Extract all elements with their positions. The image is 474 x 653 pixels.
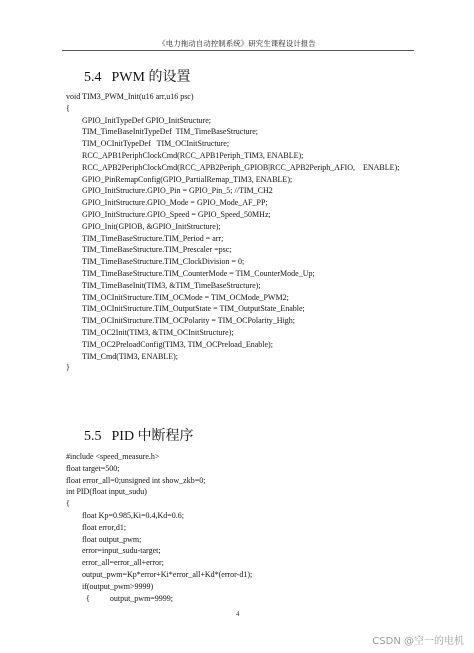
code-line: GPIO_Init(GPIOB, &GPIO_InitStructure); (82, 221, 221, 231)
section-number: 5.4 (84, 70, 102, 85)
page-header: 《电力拖动自动控制系统》研究生课程设计报告 (158, 39, 316, 48)
code-line: if(output_pwm>9999) (82, 581, 154, 591)
code-line: GPIO_InitTypeDef GPIO_InitStructure; (82, 115, 211, 125)
section-title: PID 中断程序 (111, 429, 194, 444)
code-line: output_pwm=Kp*error+Ki*error_all+Kd*(error-d1); (82, 569, 253, 579)
code-line: { (66, 499, 70, 509)
code-line: TIM_OCInitStructure.TIM_OCPolarity = TIM_OCPolarity_High; (82, 316, 296, 326)
csdn-watermark: CSDN @空一的电机 (372, 636, 464, 647)
code-line: GPIO_InitStructure.GPIO_Mode = GPIO_Mode_AF_PP; (82, 198, 268, 208)
code-line: TIM_Cmd(TIM3, ENABLE); (82, 351, 178, 361)
code-line: float error,d1; (82, 522, 127, 532)
code-line: TIM_TimeBaseStructure.TIM_ClockDivision = 0; (82, 257, 245, 267)
pid-code-block (66, 451, 252, 604)
code-line: float output_pwm; (82, 534, 142, 544)
section-number: 5.5 (84, 429, 102, 444)
code-line: TIM_OC2Init(TIM3, &TIM_OCInitStructure); (82, 327, 234, 337)
code-line: float target=500; (66, 463, 120, 473)
code-line: TIM_OCInitStructure.TIM_OutputState = TIM_OutputState_Enable; (82, 304, 305, 314)
code-line: TIM_TimeBaseStructure.TIM_Prescaler =psc; (82, 245, 232, 255)
code-line: } (66, 363, 70, 373)
code-line: #include <speed_measure.h> (66, 452, 160, 461)
code-line: TIM_TimeBaseInit(TIM3, &TIM_TimeBaseStructure); (82, 280, 261, 290)
code-line: TIM_OC2PreloadConfig(TIM3, TIM_OCPreload_Enable); (82, 339, 273, 349)
code-line: GPIO_InitStructure.GPIO_Speed = GPIO_Speed_50MHz; (82, 209, 271, 219)
code-line: RCC_APB2PeriphClockCmd(RCC_APB2Periph_GPIOB|RCC_APB2Periph_AFIO, ENABLE); (82, 162, 400, 172)
code-line: TIM_OCInitTypeDef TIM_OCInitStructure; (82, 139, 230, 149)
section-title: PWM 的设置 (111, 70, 191, 85)
code-line: { output_pwm=9999; (86, 593, 174, 603)
code-line: { (66, 103, 70, 113)
pwm-code-block (66, 91, 399, 374)
code-line: GPIO_InitStructure.GPIO_Pin = GPIO_Pin_5; //TIM_CH2 (82, 186, 273, 196)
code-line: TIM_TimeBaseInitTypeDef TIM_TimeBaseStructure; (82, 127, 259, 137)
header-rule (62, 50, 414, 51)
section-5-4-heading (84, 66, 190, 86)
code-line: float Kp=0.985,Ki=0.4,Kd=0.6; (82, 510, 184, 520)
code-line: TIM_OCInitStructure.TIM_OCMode = TIM_OCMode_PWM2; (82, 292, 289, 302)
code-line: RCC_APB1PeriphClockCmd(RCC_APB1Periph_TIM3, ENABLE); (82, 150, 304, 160)
code-line: int PID(float input_sudu) (66, 487, 147, 497)
code-line: TIM_TimeBaseStructure.TIM_Period = arr; (82, 233, 224, 243)
section-5-5-heading (84, 425, 194, 445)
code-line: error=input_sudu-target; (82, 546, 161, 556)
code-line: void TIM3_PWM_Init(u16 arr,u16 psc) (66, 92, 194, 101)
code-line: error_all=error_all+error; (82, 558, 164, 568)
code-line: TIM_TimeBaseStructure.TIM_CounterMode = TIM_CounterMode_Up; (82, 268, 315, 278)
code-line: GPIO_PinRemapConfig(GPIO_PartialRemap_TIM3, ENABLE); (82, 174, 293, 184)
code-line: float error_all=0;unsigned int show_zkb=0; (66, 475, 206, 485)
page-number: 4 (236, 610, 240, 618)
